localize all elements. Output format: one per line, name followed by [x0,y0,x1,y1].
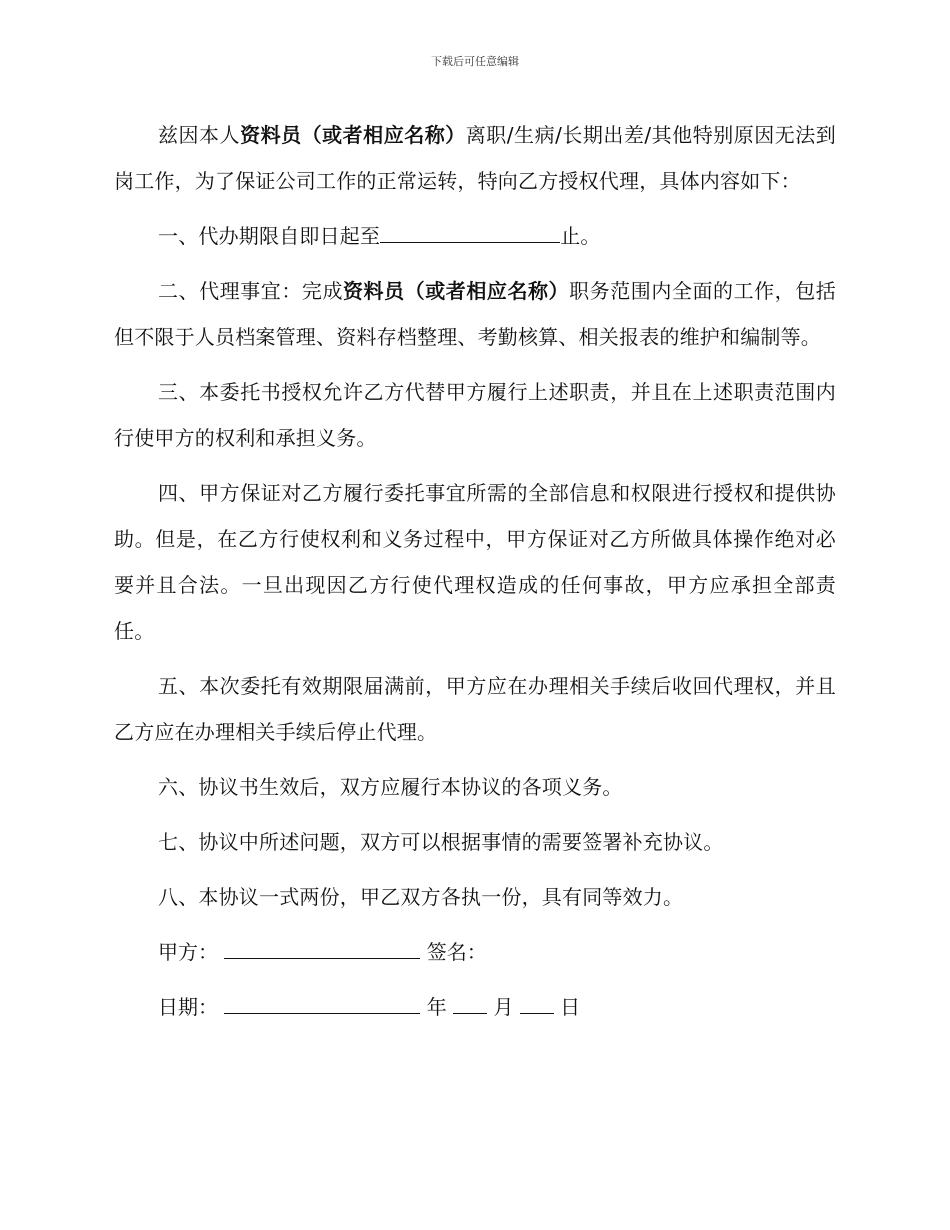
term-text-end: 止。 [560,224,601,248]
matters-text-start: 二、代理事宜：完成 [158,279,343,303]
paragraph-supplement: 七、协议中所述问题，双方可以根据事情的需要签署补充协议。 [158,830,724,854]
signature-line [114,929,836,975]
paragraph-copies: 八、本协议一式两份，甲乙双方各执一份，具有同等效力。 [158,885,684,909]
intro-text-start: 兹因本人 [158,123,241,147]
month-blank[interactable] [453,987,487,1014]
year-label: 年 [426,995,447,1019]
date-blank[interactable] [224,987,420,1014]
paragraph-guarantee: 四、甲方保证对乙方履行委托事宜所需的全部信息和权限进行授权和提供协助。但是，在乙方行使权利和义务过程中，甲方保证对乙方所做具体操作绝对必要并且合法。一旦出现因乙方行使代理权造成的任何事故，甲方应承担全部责任。 [114,481,836,643]
party-blank[interactable] [224,932,420,959]
sign-label: 签名： [426,940,487,964]
paragraph-intro [114,112,836,204]
date-label: 日期： [158,995,218,1019]
position-name: 资料员（或者相应名称） [240,123,466,147]
day-label: 日 [560,995,581,1019]
document-body [114,112,836,1039]
intro-text-end: 离职/生病/长期出差/其他特别原因无法到岗工作，为了保证公司工作的正常运转，特向乙方授权代理，具体内容如下： [114,123,836,193]
position-name-2: 资料员（或者相应名称） [343,279,570,303]
paragraph-authorization: 三、本委托书授权允许乙方代替甲方履行上述职责，并且在上述职责范围内行使甲方的权利和承担义务。 [114,380,836,450]
matters-text-end: 职务范围内全面的工作，包括但不限于人员档案管理、资料存档整理、考勤核算、相关报表的维护和编制等。 [114,279,836,349]
month-label: 月 [493,995,514,1019]
page-header: 下载后可任意编辑 [431,55,519,68]
date-line [114,984,836,1030]
party-label: 甲方： [158,940,218,964]
paragraph-expiry: 五、本次委托有效期限届满前，甲方应在办理相关手续后收回代理权，并且乙方应在办理相关手续后停止代理。 [114,674,836,744]
term-end-blank[interactable] [380,216,560,243]
paragraph-matters [114,268,836,360]
day-blank[interactable] [520,987,554,1014]
paragraph-effect: 六、协议书生效后，双方应履行本协议的各项义务。 [158,775,623,799]
term-text: 一、代办期限自即日起至 [158,224,381,248]
paragraph-term [114,213,836,259]
